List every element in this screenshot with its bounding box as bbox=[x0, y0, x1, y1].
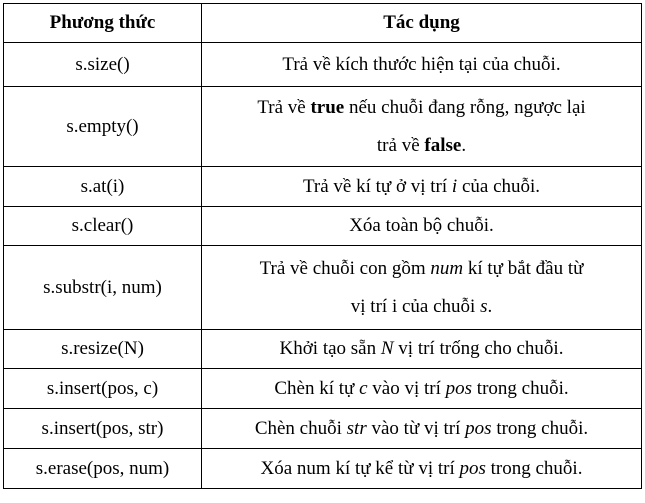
effect-text: . bbox=[461, 134, 467, 156]
method-cell: s.clear() bbox=[4, 207, 202, 246]
effect-cell bbox=[202, 330, 642, 369]
effect-cell bbox=[202, 87, 642, 167]
effect-text: Trả về bbox=[257, 96, 311, 118]
table-row bbox=[4, 87, 642, 167]
effect-cell bbox=[202, 167, 642, 207]
method-cell: s.erase(pos, num) bbox=[4, 449, 202, 489]
table-row bbox=[4, 246, 642, 330]
table-row bbox=[4, 409, 642, 449]
table-row bbox=[4, 330, 642, 369]
effect-text: trong chuỗi. bbox=[485, 457, 583, 479]
effect-text: nếu chuỗi đang rỗng, ngược lại bbox=[344, 96, 586, 118]
effect-text: Chèn kí tự bbox=[274, 377, 360, 399]
effect-text: của chuỗi. bbox=[457, 175, 541, 197]
table-row bbox=[4, 449, 642, 489]
effect-text: Trả về kí tự ở vị trí bbox=[302, 175, 452, 197]
method-cell: s.at(i) bbox=[4, 167, 202, 207]
effect-text: vị trí i của chuỗi bbox=[350, 295, 481, 317]
effect-text: . bbox=[487, 295, 493, 317]
keyword-false: false bbox=[424, 134, 462, 156]
effect-cell: Xóa toàn bộ chuỗi. bbox=[202, 207, 642, 246]
method-cell: s.substr(i, num) bbox=[4, 246, 202, 330]
header-row bbox=[4, 4, 642, 43]
effect-text: trong chuỗi. bbox=[472, 377, 569, 399]
table-row bbox=[4, 167, 642, 207]
method-cell: s.empty() bbox=[4, 87, 202, 167]
table-row bbox=[4, 43, 642, 87]
method-cell: s.insert(pos, c) bbox=[4, 369, 202, 409]
effect-cell: Trả về kích thước hiện tại của chuỗi. bbox=[202, 43, 642, 87]
table-row bbox=[4, 369, 642, 409]
variable: pos bbox=[459, 457, 486, 479]
effect-text: trả về bbox=[376, 134, 425, 156]
effect-cell bbox=[202, 449, 642, 489]
effect-text: vị trí trống cho chuỗi. bbox=[393, 338, 564, 359]
variable: num bbox=[430, 257, 464, 279]
string-methods-table bbox=[3, 3, 642, 489]
header-method: Phương thức bbox=[4, 4, 202, 43]
header-effect: Tác dụng bbox=[202, 4, 642, 43]
variable: s bbox=[480, 295, 488, 317]
variable: i bbox=[451, 175, 458, 197]
method-cell: s.insert(pos, str) bbox=[4, 409, 202, 449]
effect-text: Chèn chuỗi bbox=[254, 417, 347, 439]
variable: pos bbox=[445, 377, 473, 399]
effect-cell bbox=[202, 409, 642, 449]
effect-cell bbox=[202, 246, 642, 330]
effect-cell bbox=[202, 369, 642, 409]
effect-text: kí tự bắt đầu từ bbox=[463, 257, 584, 279]
method-cell: s.resize(N) bbox=[4, 330, 202, 369]
effect-text: trong chuỗi. bbox=[491, 417, 589, 439]
variable: str bbox=[346, 417, 367, 439]
effect-text: vào từ vị trí bbox=[366, 417, 466, 439]
variable: pos bbox=[465, 417, 492, 439]
effect-text: Khởi tạo sẵn bbox=[279, 338, 381, 359]
variable: N bbox=[380, 338, 394, 359]
method-cell: s.size() bbox=[4, 43, 202, 87]
keyword-true: true bbox=[310, 96, 345, 118]
effect-text: vào vị trí bbox=[367, 377, 446, 399]
table-row bbox=[4, 207, 642, 246]
variable: c bbox=[359, 377, 368, 399]
effect-text: Xóa num kí tự kể từ vị trí bbox=[260, 457, 460, 479]
effect-text: Trả về chuỗi con gồm bbox=[259, 257, 431, 279]
